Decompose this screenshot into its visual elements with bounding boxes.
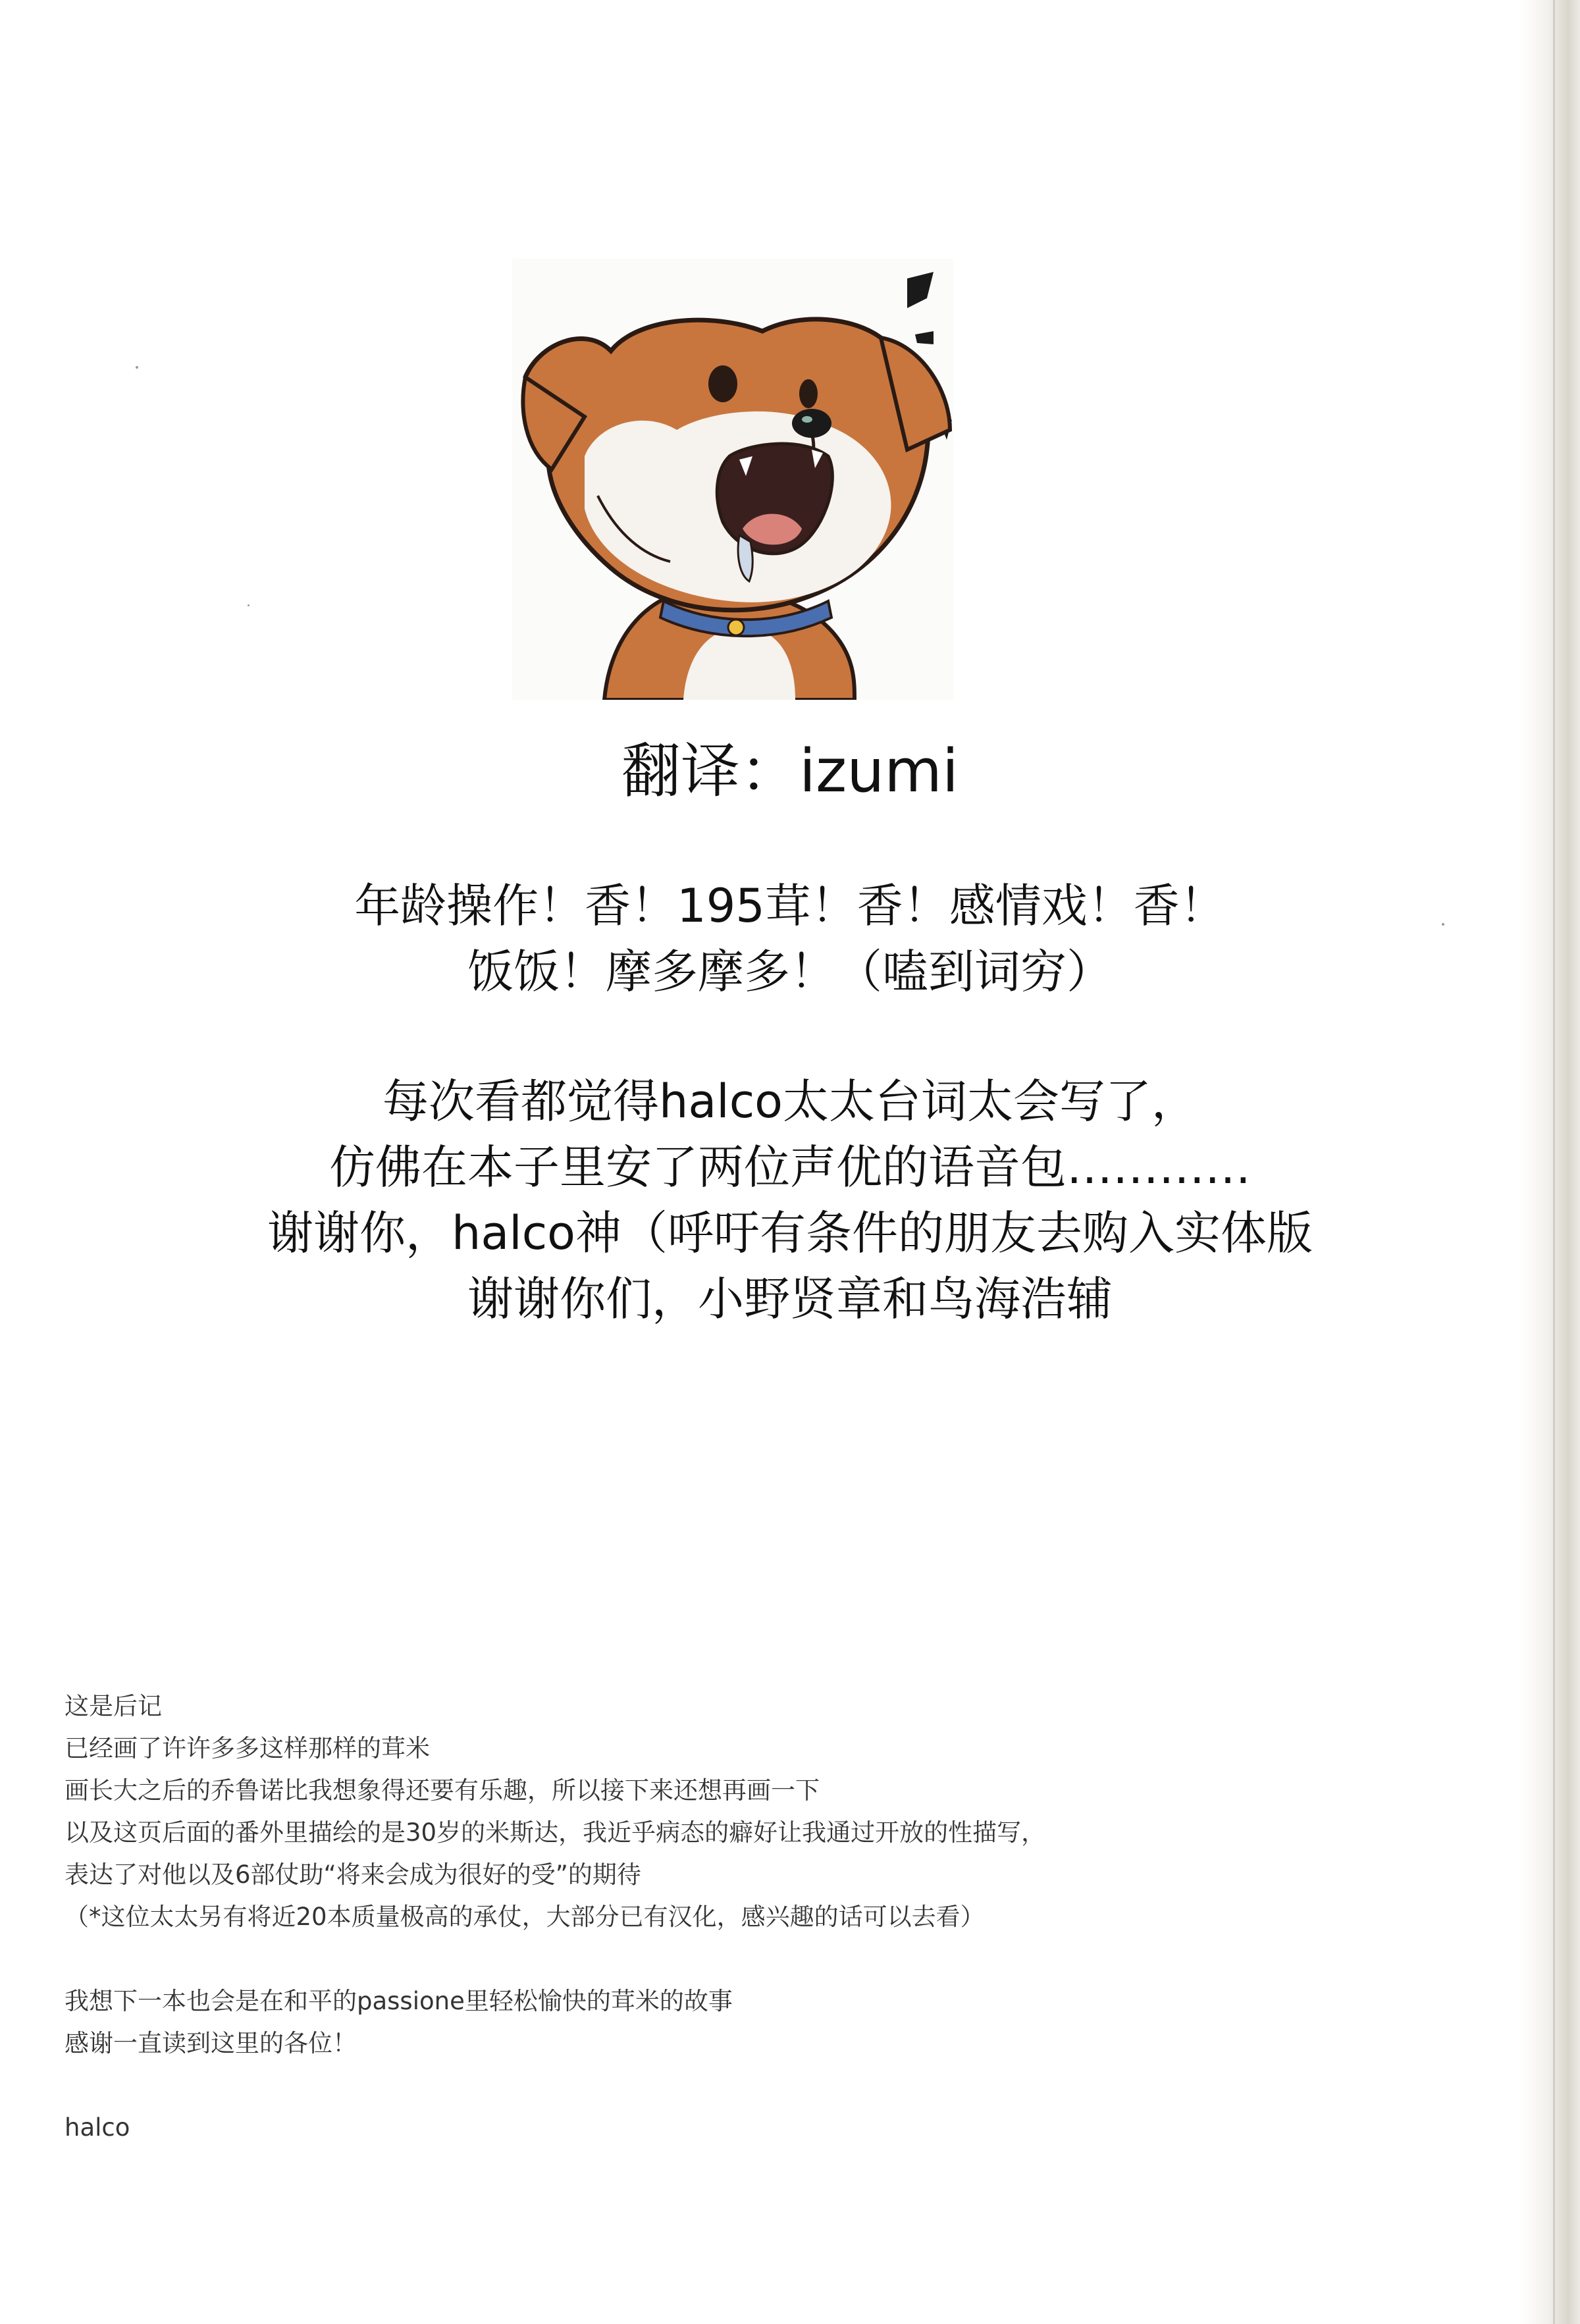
translator-note-paragraph-2 [0, 1069, 1580, 1332]
translator-note-paragraph-1 [0, 873, 1580, 1005]
afterword-line: 已经画了许许多多这样那样的茸米 [65, 1734, 430, 1762]
paragraph-gap [65, 2065, 1250, 2107]
note-line: 谢谢你，halco神（呼吁有条件的朋友去购入实体版 [267, 1206, 1313, 1260]
shiba-dog-shouting-icon [512, 259, 953, 700]
afterword-line: 我想下一本也会是在和平的passione里轻松愉快的茸米的故事 [65, 1987, 733, 2015]
note-line: 年龄操作！香！195茸！香！感情戏！香！ [354, 879, 1226, 933]
note-line: 谢谢你们，小野贤章和鸟海浩辅 [467, 1272, 1113, 1326]
dog-illustration [512, 259, 953, 700]
afterword-line: 画长大之后的乔鲁诺比我想象得还要有乐趣，所以接下来还想再画一下 [65, 1776, 820, 1805]
afterword-line: 表达了对他以及6部仗助“将来会成为很好的受”的期待 [65, 1861, 641, 1889]
afterword [65, 1685, 1250, 2149]
afterword-line: （*这位太太另有将近20本质量极高的承仗，大部分已有汉化，感兴趣的话可以去看） [65, 1903, 985, 1931]
note-line: 每次看都觉得halco太太台词太会写了， [382, 1074, 1198, 1128]
afterword-line: 这是后记 [65, 1692, 162, 1720]
afterword-line: 以及这页后面的番外里描绘的是30岁的米斯达，我近乎病态的癖好让我通过开放的性描写， [65, 1818, 1046, 1847]
afterword-signature: halco [65, 2113, 130, 2142]
translator-credit: 翻译：izumi [621, 737, 959, 806]
afterword-line: 感谢一直读到这里的各位！ [65, 2029, 357, 2057]
paper-speck [248, 604, 250, 606]
paper-speck [136, 366, 138, 369]
note-line: 饭饭！摩多摩多！（嗑到词穷） [467, 945, 1113, 999]
paragraph-gap [65, 1938, 1250, 1980]
note-line: 仿佛在本子里安了两位声优的语音包………… [329, 1140, 1251, 1194]
